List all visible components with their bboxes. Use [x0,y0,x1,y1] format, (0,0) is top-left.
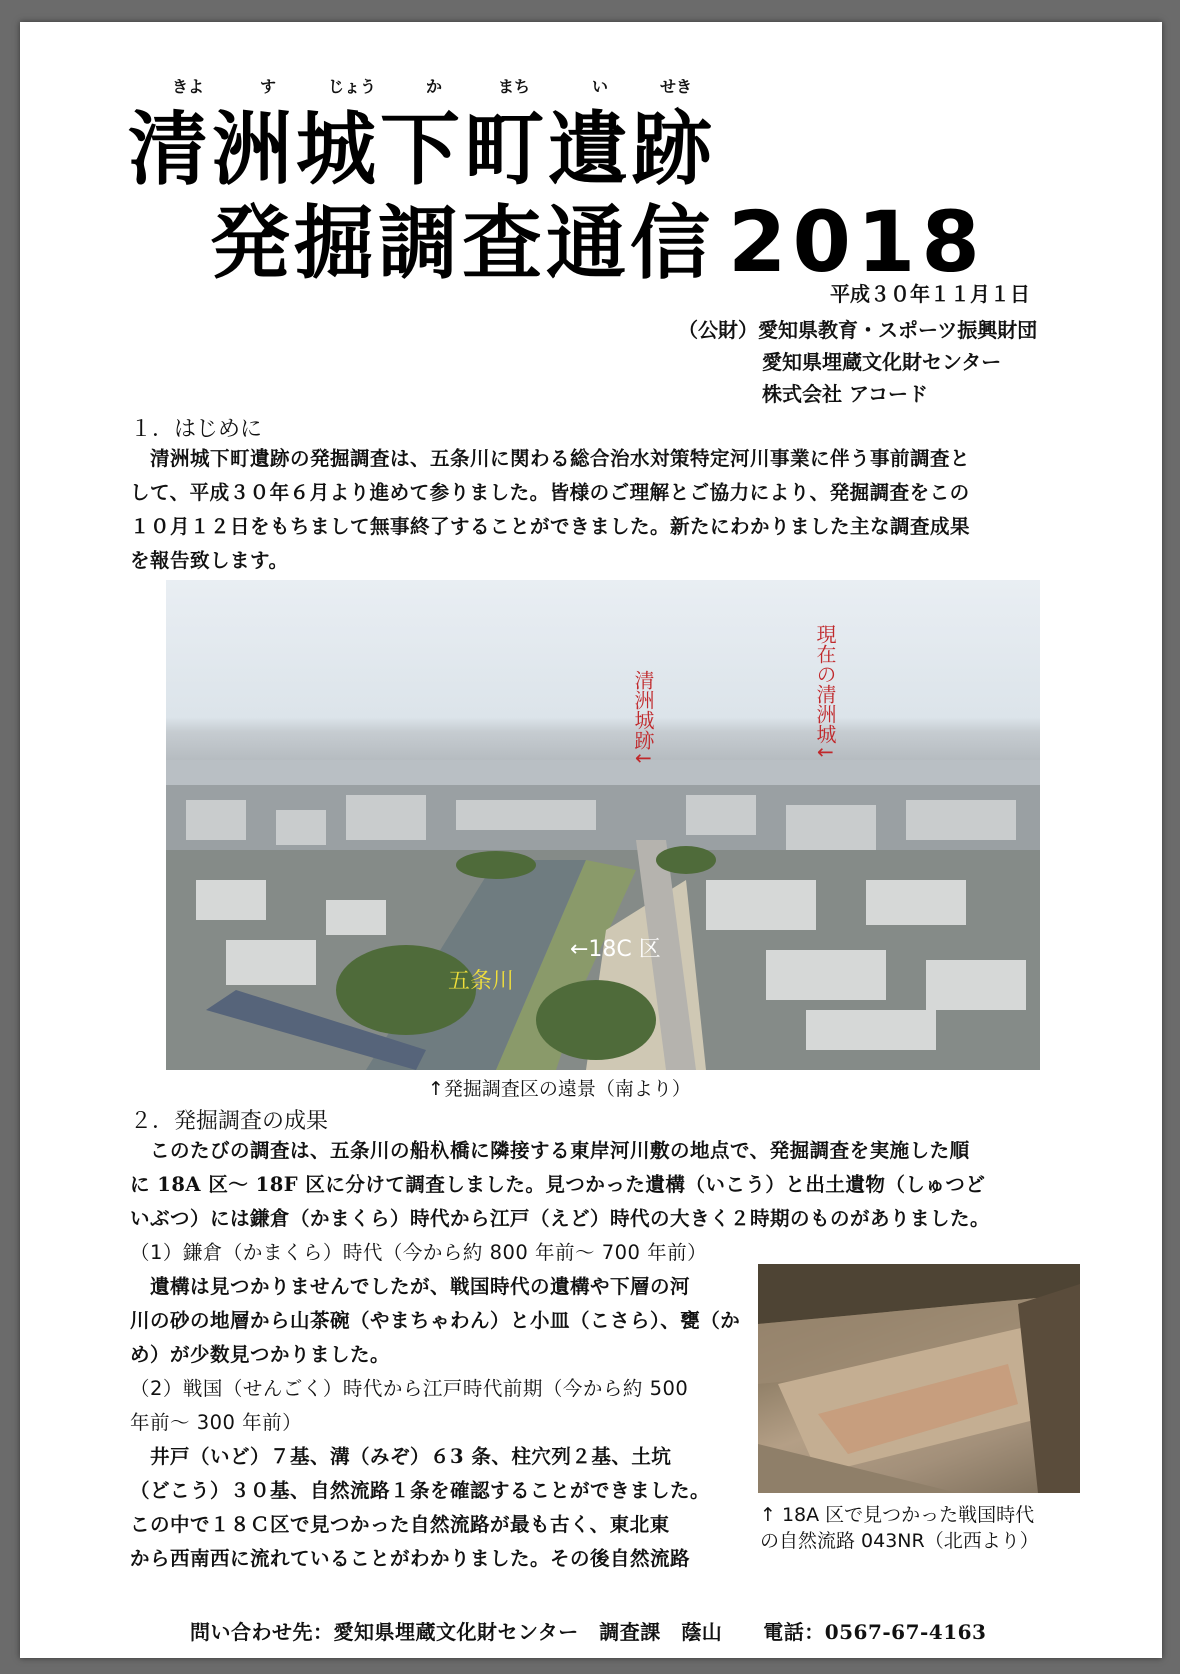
title-line-2-text: 発掘調査通信 [210,197,714,290]
natural-channel-illustration [758,1264,1080,1493]
ruby-reading: まち [498,77,531,96]
subsection-2-line: 井戸（いど）７基、溝（みぞ）６3 条、柱穴列２基、土坑 [130,1445,672,1468]
subsection-1-body [130,1270,740,1372]
subsection-2-line: この中で１８Ｃ区で見つかった自然流路が最も古く、東北東 [130,1513,670,1536]
section-1-line: １０月１２日をもちまして無事終了することができました。新たにわかりました主な調査成果 [130,515,971,538]
ruby-reading: じょう [328,77,377,96]
photo-1-caption: ↑発掘調査区の遠景（南より） [428,1078,691,1100]
ruby-reading: か [426,77,443,96]
section-2-line: このたびの調査は、五条川の船杁橋に隣接する東岸河川敷の地点で、発掘調査を実施した順 [130,1139,970,1162]
label-gojo-river: 五条川 [448,969,515,994]
label-castle-ruins: 清洲城跡↓ [631,670,655,767]
section-1-line: して、平成３０年６月より進めて参りました。皆様のご理解とご協力により、発掘調査をこの [130,481,970,504]
section-2-intro [130,1134,990,1236]
contact-footer: 問い合わせ先：愛知県埋蔵文化財センター 調査課 蔭山 電話：0567-67-4163 [190,1620,987,1644]
title-line-1: 清洲城下町遺跡 [128,103,716,196]
photo-2-caption-2: の自然流路 043NR（北西より） [760,1530,1039,1552]
publisher-org-1: （公財）愛知県教育・スポーツ振興財団 [678,318,1038,342]
subsection-2-heading [130,1372,688,1440]
site-overview-illustration [166,580,1040,1070]
label-area-18c: ←18C 区 [570,937,661,962]
subsection-1-line: 川の砂の地層から山茶碗（やまちゃわん）と小皿（こさら）、甕（か [130,1309,741,1332]
subsection-1-line: 遺構は見つかりませんでしたが、戦国時代の遺構や下層の河 [130,1275,691,1298]
ruby-reading: せき [660,77,693,96]
publisher-org-3: 株式会社 アコード [762,382,928,406]
photo-2-caption-1: ↑ 18A 区で見つかった戦国時代 [760,1504,1035,1526]
ruby-reading: す [260,77,277,96]
ruby-reading: い [592,77,609,96]
subsection-2-body [130,1440,710,1576]
subsection-1-heading [130,1236,707,1270]
section-1-body [130,442,970,578]
subsection-2-title-2: 年前～ 300 年前） [130,1411,303,1434]
subsection-2-line: から西南西に流れていることがわかりました。その後自然流路 [130,1547,691,1570]
publisher-org-2: 愛知県埋蔵文化財センター [762,350,1002,374]
natural-channel-photo [758,1264,1080,1493]
subsection-2-title-1: （2）戦国（せんごく）時代から江戸時代前期（今から約 500 [130,1377,689,1400]
section-1-heading: １．はじめに [130,417,263,442]
section-2-line: いぶつ）には鎌倉（かまくら）時代から江戸（えど）時代の大きく２時期のものがありました。 [130,1207,991,1230]
issue-date: 平成３０年１１月１日 [830,282,1030,306]
ruby-reading: きよ [172,77,205,96]
site-overview-photo [166,580,1040,1070]
subsection-1-line: め）が少数見つかりました。 [130,1343,391,1366]
subsection-1-title: （1）鎌倉（かまくら）時代（今から約 800 年前～ 700 年前） [130,1241,708,1264]
section-2-heading: ２．発掘調査の成果 [130,1109,329,1134]
subsection-2-line: （どこう）３０基、自然流路１条を確認することができました。 [130,1479,711,1502]
title-year: 2018 [728,193,986,291]
section-2-line: に 18A 区～ 18F 区に分けて調査しました。見つかった遺構（いこう）と出土遺物（しゅつど [130,1173,986,1196]
section-1-line: を報告致します。 [130,549,289,572]
section-1-line: 清洲城下町遺跡の発掘調査は、五条川に関わる総合治水対策特定河川事業に伴う事前調査と [130,447,971,470]
label-current-castle: 現在の清洲城↓ [813,624,837,761]
document-page [20,22,1162,1658]
